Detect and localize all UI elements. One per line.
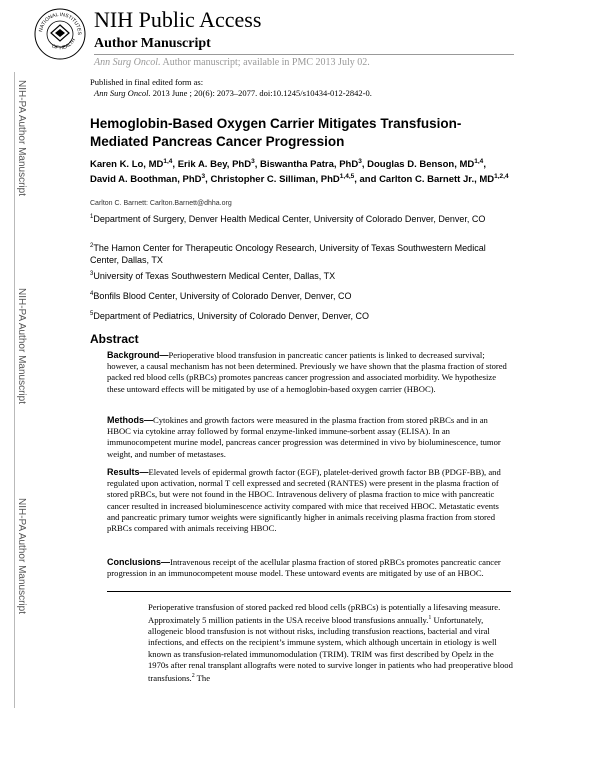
availability-note xyxy=(94,57,370,68)
author: Biswantha Patra, PhD$^3$, xyxy=(260,158,368,171)
conclusions-label: Conclusions— xyxy=(107,557,171,567)
availability-text: Author manuscript; available in PMC 2013 July 02. xyxy=(160,57,370,68)
sidebar-label-1: NIH-PA Author Manuscript xyxy=(16,80,27,196)
affiliation: $^2$The Hamon Center for Therapeutic Oncology Research, University of Texas Southwestern Medical Center, Dallas, TX xyxy=(90,243,486,265)
citation xyxy=(90,88,372,99)
citation-journal: Ann Surg Oncol. xyxy=(94,88,151,98)
author: Karen K. Lo, MD$^{1,4}$, xyxy=(90,158,178,171)
published-in-label: Published in final edited form as: xyxy=(90,77,204,87)
author: Christopher C. Silliman, PhD$^{1,4,5}$, and xyxy=(210,173,380,186)
methods-text: Cytokines and growth factors were measured in the plasma fraction from stored pRBCs and in an HBOC via cytokine array followed by formal enzyme-linked immune-sorbent assay (ELISA). In an immunocompetent murine model, pancreas cancer progression was determined in vivo by bioluminescence, tumor weight, and number of metastases. xyxy=(107,415,501,459)
methods-label: Methods— xyxy=(107,415,153,425)
publication-info xyxy=(90,77,372,99)
conclusions-text: Intravenous receipt of the acellular plasma fraction of stored pRBCs promotes pancreatic cancer progression in an immunocompetent mouse model. These untoward events are mitigated by use of an HBOC. xyxy=(107,557,501,579)
results-label: Results— xyxy=(107,467,149,477)
intro-paragraph: Perioperative transfusion of stored packed red blood cells (pRBCs) is potentially a lifesaving measure. Approximately 5 million patients in the USA receive blood transfusions annually.$^1$ Unfortunately, allogeneic blood transfusion is not without risks, including transfusion reactions, bacterial and viral infections, and effects on the recipient’s immune system, which although uncertain in etiology is well known as transfusion-related immunomodulation (TRIM). TRIM was first described by Opelz in the 1970s after renal transplant allografts were noted to survive longer in patients who had preoperative blood transfusions.$^2$ The xyxy=(148,602,513,683)
sidebar-label-2: NIH-PA Author Manuscript xyxy=(16,288,27,404)
sidebar-label-3: NIH-PA Author Manuscript xyxy=(16,498,27,614)
abstract-heading: Abstract xyxy=(90,332,139,346)
author: Carlton C. Barnett Jr., MD$^{1,2,4}$ xyxy=(379,173,509,186)
nih-public-access-title: NIH Public Access xyxy=(94,7,262,32)
affiliation: $^5$Department of Pediatrics, University of Colorado Denver, Denver, CO xyxy=(90,311,369,321)
abstract-methods xyxy=(107,415,511,460)
author: Erik A. Bey, PhD$^3$, xyxy=(177,158,260,171)
affiliation: $^4$Bonfils Blood Center, University of Colorado Denver, Denver, CO xyxy=(90,291,352,301)
article-title: Hemoglobin-Based Oxygen Carrier Mitigates Transfusion-Mediated Pancreas Cancer Progression xyxy=(90,116,462,149)
correspondence[interactable]: Carlton C. Barnett: Carlton.Barnett@dhha.org xyxy=(90,200,232,207)
author: Douglas D. Benson, MD$^{1,4}$, xyxy=(367,158,486,171)
author: David A. Boothman, PhD$^3$, xyxy=(90,173,211,186)
abstract-background xyxy=(107,350,511,395)
header-divider xyxy=(94,54,514,55)
affiliation: $^1$Department of Surgery, Denver Health Medical Center, University of Colorado Denver, Denver, CO xyxy=(90,214,486,224)
author-manuscript-label: Author Manuscript xyxy=(94,36,211,51)
availability-journal: Ann Surg Oncol. xyxy=(94,57,161,68)
reference-link[interactable]: 1 xyxy=(428,615,432,622)
abstract-results xyxy=(107,467,511,534)
background-text: Perioperative blood transfusion in pancreatic cancer patients is linked to decreased survival; however, a causal mechanism has not been determined. Previously we have shown that the plasma fraction of stored packed red blood cells (pRBCs) promotes pancreas cancer progression and associated morbidity. We hypothesize these untoward effects will be mitigated by use of a hemoglobin-based oxygen carrier (HBOC). xyxy=(107,350,507,394)
results-text: Elevated levels of epidermal growth factor (EGF), platelet-derived growth factor BB (PDGF-BB), and regulated upon activation, normal T cell expressed and secreted (RANTES) were present in the plasma fraction of stored pRBCs, but were not found in the HBOC. Intravenous delivery of plasma fraction to mice with pancreatic cancer resulted in increased bioluminescence activity compared with mice that received HBOC. Metastatic events and pancreatic primary tumor weights were significantly higher in animals receiving plasma fraction from stored pRBCs compared with animals receiving HBOC. xyxy=(107,467,501,534)
logo-text-top: NATIONAL INSTITUTES xyxy=(38,11,83,36)
section-divider xyxy=(107,591,511,592)
reference-link[interactable]: 2 xyxy=(191,673,195,680)
citation-details[interactable]: 2013 June ; 20(6): 2073–2077. doi:10.1245/s10434-012-2842-0. xyxy=(150,88,372,98)
background-label: Background— xyxy=(107,350,169,360)
author-list xyxy=(90,156,510,186)
affiliation: $^3$University of Texas Southwestern Medical Center, Dallas, TX xyxy=(90,271,336,281)
logo-text-bottom: OF HEALTH xyxy=(50,37,78,52)
nih-logo xyxy=(34,8,86,60)
abstract-conclusions xyxy=(107,557,511,579)
